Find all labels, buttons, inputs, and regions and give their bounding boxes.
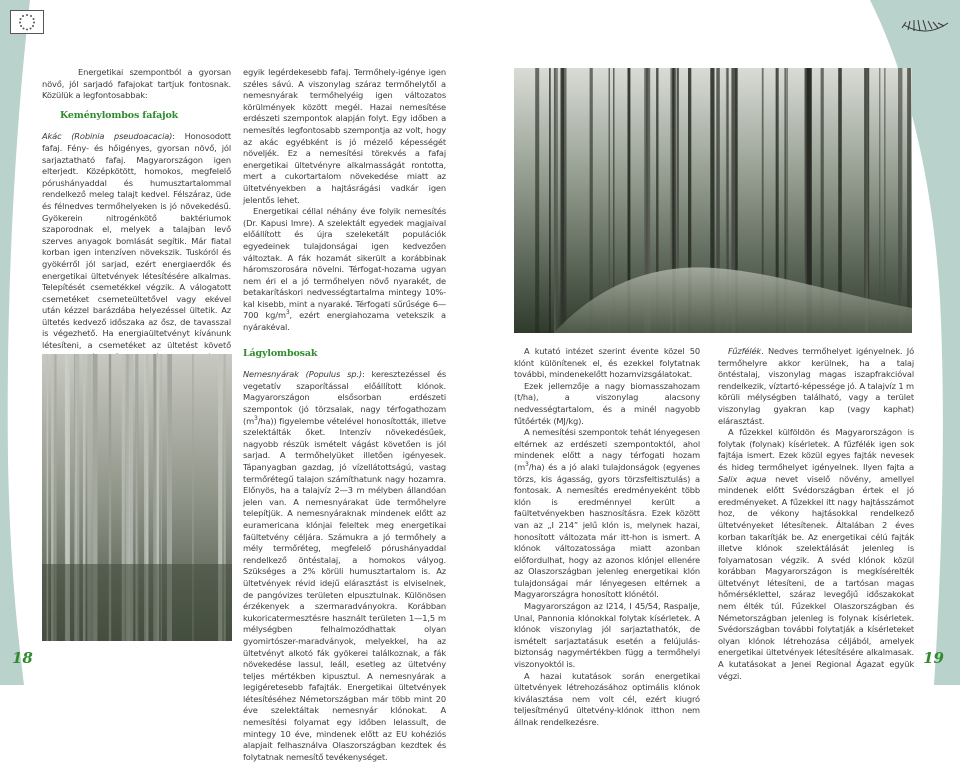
intro-paragraph: Energetikai szempontból a gyorsan növő, jól sarjadó fafajokat tartjuk fontosnak. Közülük a legfontosabbak:	[42, 67, 231, 101]
acacia-paragraph	[42, 131, 231, 374]
section-heading-hardwood: Keménylombos fafajok	[60, 109, 179, 121]
acacia-species-name: Akác (Robinia pseudoacacia)	[42, 131, 173, 142]
left-page-middle-column	[243, 67, 446, 763]
acacia-breeding-paragraph: Energetikai céllal néhány éve folyik nemesítés (Dr. Kapusi Imre). A szelektált egyedek magjaival előállított és újra szeleketált populációk egyedeinek tulajdonságai igen kedvezően változtak. A fák hozamát sikerült a korábbinak háromszorosára növelni. Térfogat-hozama ugyan nem éri el a jó termőhelyen növő nyarakét, de betakarításkori nedvességtartalma mintegy 10%-kal kisebb, mint a nyaraké. Térfogati sűrűsége 6—700 $kg/m^3$, ezért energiahozama vetekszik a nyárakéval.	[243, 206, 446, 333]
salix-species-name: Salix aqua	[718, 473, 767, 484]
eu-flag-icon	[10, 10, 44, 34]
acacia-text: : Honosodott fafaj. Fény- és hőigényes, gyorsan növő, jól sarjaztatható fafaj. Magyarországon igen elterjedt. Középkötött, homokos, megfelelő pórushányaddal és humusztartalommal rendelkező meleg talajt kedvel. Félszáraz, üde és félnedves termőhelyeken is jó növekedésű. Gyökerein nitrogénkötő baktériumok szaporodnak el, melyek a talajban levő szerves anyagok bomlását segítik. Már fiatal korban igen intenzíven növekszik. Tuskóról és gyökérről jól sarjad, ezért energiaerdők és energetikai ültetvények létesítésére alkalmas. Telepítését csemetékkel végzik. A válogatott csemetéket csemeteültetővel vagy ekével után kézzel barázdába helyezéssel ültetik. Az ültetés kedvező időszaka az ősz, de tavasszal is végezhető. Ha energiaültetvényt kívánunk létesíteni, a csemetéket az ültetést követő	[42, 131, 231, 351]
breeding-aspects-paragraph: A nemesítési szempontok tehát lényegesen eltérnek az erdészeti szempontoktól, ahol mindenek előtt a nagy térfogati hozam $(m^3/ha)$ és a jó alaki tulajdonságok (egyenes törzs, kis ágasság, gyors törzsfeltisztulás) a fontosak. A nemesítés eredményeként több klón is eredménnyel került a faültetvényekben hasznosításra. Ezek között van az „I 214” jelű klón is, melynek hazai, honosított változata már itt-hon is ismert. A klónok változatossága miatt azonban előfordulhat, hogy az azonos klónjel ellenére az Olaszországban jelenleg energetikai klón tulajdonságai már lényegesen eltérnek a Magyarországra honosított klónétól.	[514, 427, 700, 600]
institute-paragraph: A kutató intézet szerint évente közel 50 klónt különítenek el, és ezekkel folytatnak további, mindenekelőtt hozamvizsgálatokat.	[514, 346, 700, 380]
willow-trials-paragraph: A fűzekkel külföldön és Magyarországon is folytak (folynak) kísérletek. A fűzfélék igen sok fajtája ismert. Ezek közül egyes fajták nevesek és hideg termőhelyet igényelnek. Ilyen fajta a Salix aqua nevet viselő növény, amellyel mindenek előtt Svédországban értek el jó eredményeket. A fűzekkel itt nagy hajtásszámot hoz, de vékony hajtásokkal rendelkező ültetvényeket létesítenek. Általában 2 éves korban takarítják be. Az energetikai célú fajták illetve klónok szelektálását jelenleg is folyamatosan végzik. A svéd klónok közül korábban Magyarországon is megkísérelték ültetvényt létesíteni, de a tartósan magas hőmérséklettel, száraz levegőjű időszakokat nem élték túl. Fűzekkel Olaszországban és Németországban jelenleg is folynak kísérletek. Svédországban további folytatják a kísérleteket olyan klónok létrehozása céljából, amelyek energetikai ültetvények létesítésére alkalmasak. A kutatásokat a Jenei Regional Ágazat együk végzi.	[718, 427, 915, 681]
left-page-column	[42, 67, 231, 375]
right-page-column-2	[718, 346, 914, 682]
hungary-trials-paragraph: Magyarországon az I214, I 45/54, Raspalje, Unal, Pannonia klónokkal folytak kísérletek. A klónok viszonylag jól sarjaztathatók, de ismételt sarjaztatásuk esetén a felújulás-biztonság nagymértékben függ a termőhelyi viszonyoktól is.	[514, 601, 700, 670]
poplar-species-name: Nemesnyárak (Populus sp.)	[243, 369, 362, 380]
poplar-paragraph: Nemesnyárak (Populus sp.): keresztezéssel és vegetatív szaporítással előállított klónok. Magyarországon elsősorban erdészeti szempontok (jó törzsalak, nagy térfogathozam $(m^3/ha)$) figyelembe vételével honosították, illetve szelektálták őket. Intenzív növekedésűek, nagyobb részük ismételt vágást követően is jól sarjad. A termőhelyüket illetően igényesek. Tápanyagban gazdag, jó vízellátottságú, vastag termőrétegű talajon számíthatunk nagy hozamra. Előnyös, ha a talajvíz 2—3 m mélyben állandóan jelen van. A nemesnyárakat üde termőhelyre telepítjük. A nemesnyáraknak mindenek előtt az euramericana klónjai feleltek meg energetikai faültetvény céljára. Számukra a jó termőhely a mély termőréteg, megfelelő pórushányaddal rendelkező öntéstalaj, a homokos vályog. Szükséges a 2% körüli humusztartalom is. Az ültetvények révid idejű elárasztást is elviselnek, de pangóvizes területen elpusztulnak. Különösen érzékenyek a szermaradványokra. Korábban kukoricatermesztésre használt területen 1—1,5 m mélységben felhalmozódhattak olyan gyomirtószer-maradványok, melyekkel, ha az ültetvényt alkotó fák gyökerei találkoznak, a fák növekedése lassul, leáll, esetleg az ültetvény teljes mértékben kipusztul. A nemesnyárak a legigéretesebb fafajták. Energetikai ültetvények létesítéséhez Németországban már több mint 20 éve szelektáltak nemesnyár klónokat. A nemesítési folyamat egy időben lelassult, de mintegy 10 éve, mindenek előtt az EU kohéziós alapjait felhasználva Olaszországban kezdtek és folytatnak nemesítő tevékenységet.	[243, 369, 446, 762]
left-page	[0, 0, 480, 762]
forest-photo-acacia	[42, 354, 232, 641]
section-heading-softwood: Lágylombosak	[243, 347, 318, 359]
page-number-left: 18	[12, 649, 33, 667]
page-number-right: 19	[923, 649, 944, 667]
acacia-continued-paragraph: egyik legérdekesebb fafaj. Termőhely-igénye igen széles sávú. A viszonylag száraz termőhelytől a nemesnyárak termőhelyéig igen változatos körülmények között megél. Hazai nemesítése erdészeti szempontok alapján folyt. Egy időben a nemesítés legfontosabb szempontja az volt, hogy az akác egyébként is jó mézelő képességét növeljék. Ez a nemesítési törekvés a fafaj energetikai ültetvényre alkalmasságát rontotta, mert a cukortartalom növekedése miatt az ültetvényekben a hajtásrágási vadkár igen jelentős lehet.	[243, 67, 446, 205]
stars-logo-icon	[900, 12, 952, 36]
forest-photo-poplar	[514, 68, 912, 333]
right-page-column-1	[514, 346, 700, 729]
right-page	[480, 0, 960, 727]
willow-paragraph: Fűzfélék. Nedves termőhelyet igényelnek. Jó termőhelyre akkor kerülnek, ha a talaj öntéstalaj, viszonylag magas iszapfrakcióval rendelkezik, víztartó-képessége jó. A talajvíz 1 m körüli mélységben található, vagy a terület viszonylag gyakran kap (vagy kaphat) elárasztást.	[718, 346, 914, 426]
willow-species-name: Fűzfélék	[728, 346, 762, 356]
characteristics-paragraph: Ezek jellemzője a nagy biomasszahozam (t/ha), a viszonylag alacsony nedvességtartalom, és a minél nagyobb fűtőérték (MJ/kg).	[514, 380, 700, 426]
domestic-research-paragraph: A hazai kutatások során energetikai ültetvények létrehozásához optimális klónok kiválasztása nem volt cél, ezért kiugró teljesítményű ültetvény-klónok itthon nem állnak rendelkezésre.	[514, 670, 700, 727]
